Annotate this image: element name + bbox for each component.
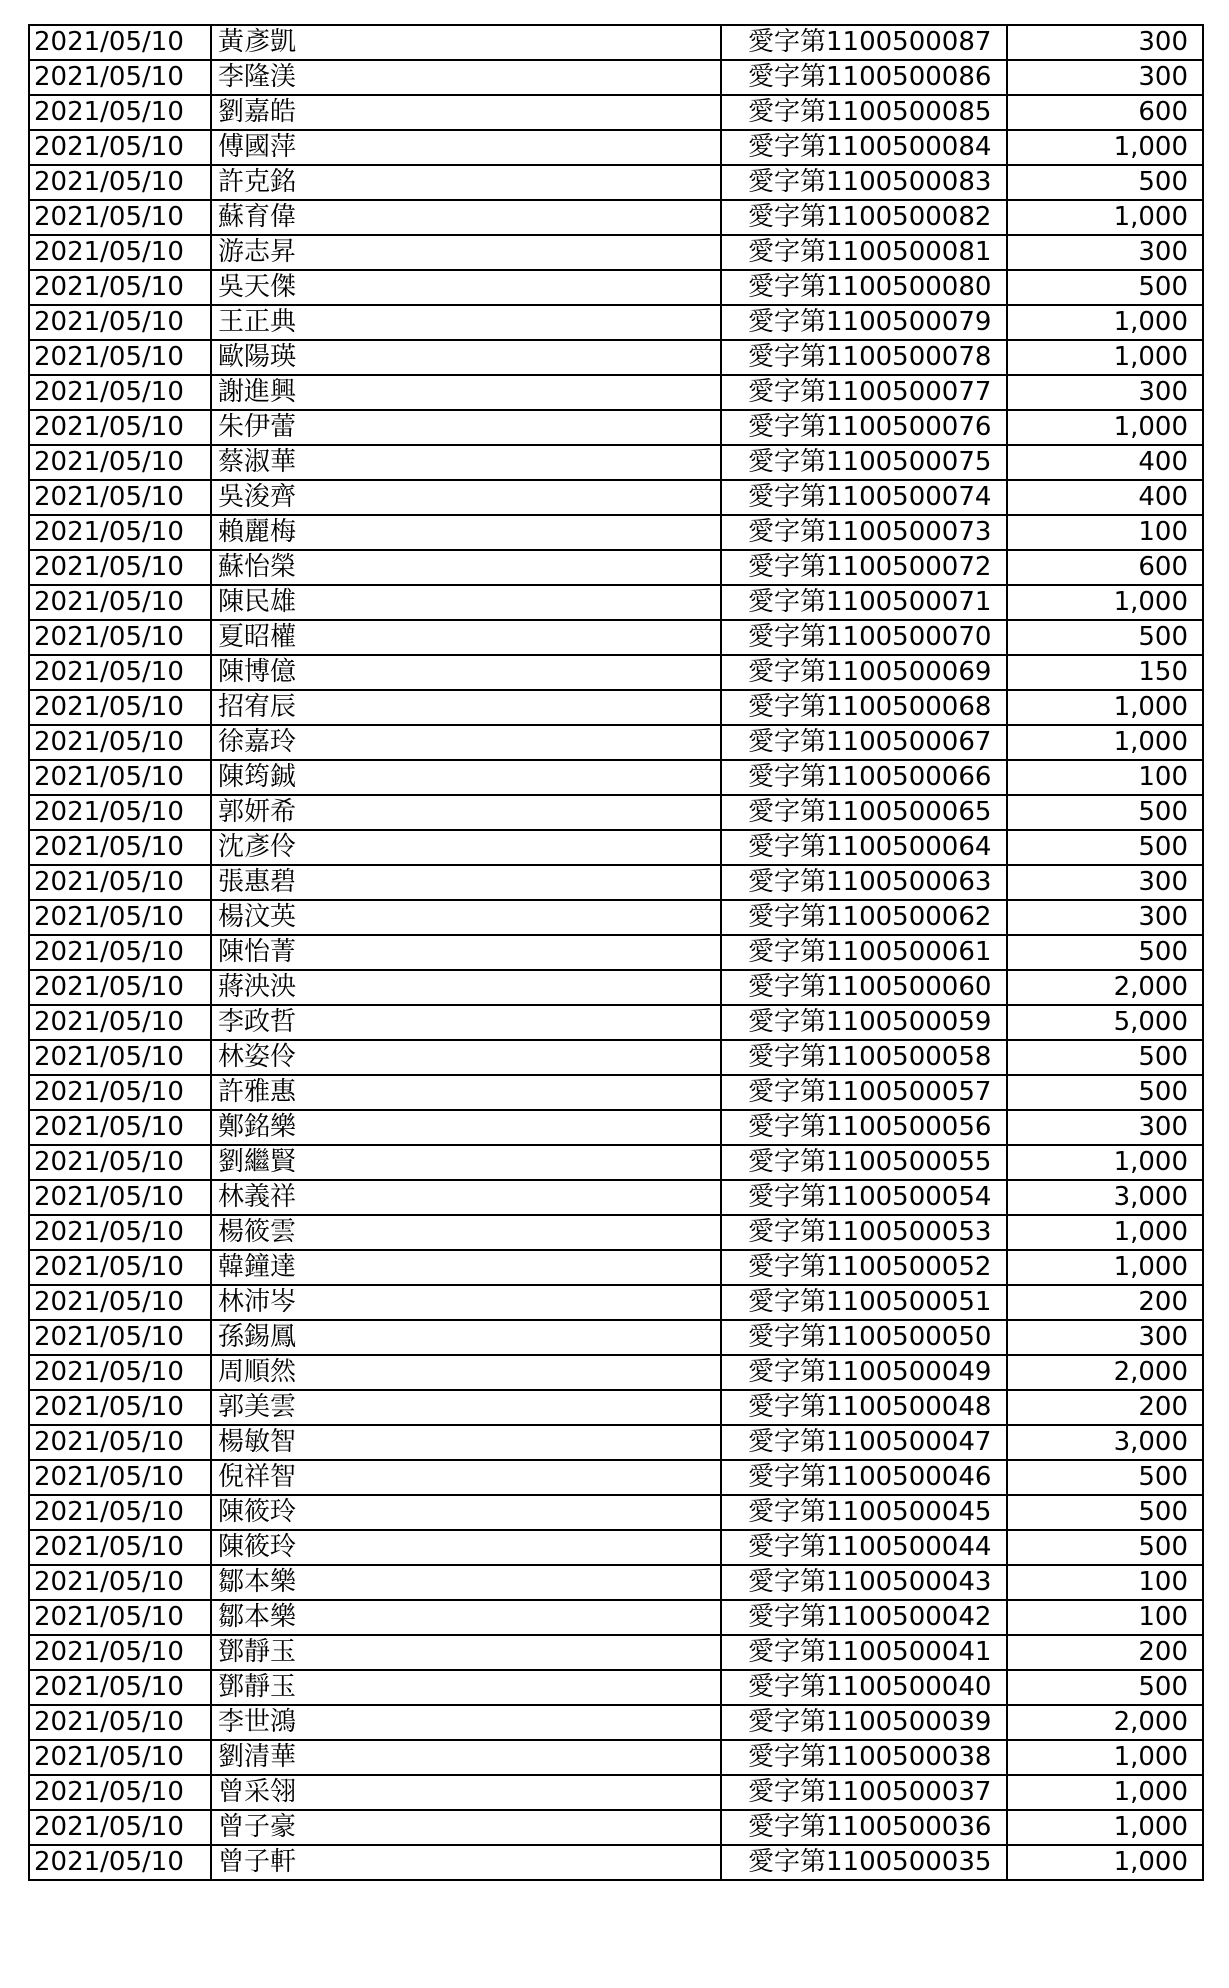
donation-date: 2021/05/10 — [29, 60, 211, 95]
receipt-number: 愛字第1100500063 — [721, 865, 1007, 900]
donation-amount: 1,000 — [1007, 1215, 1203, 1250]
donor-name: 林姿伶 — [211, 1040, 721, 1075]
receipt-number: 愛字第1100500035 — [721, 1845, 1007, 1880]
donation-date: 2021/05/10 — [29, 1005, 211, 1040]
donation-amount: 1,000 — [1007, 305, 1203, 340]
table-row — [29, 1005, 1203, 1040]
donor-name: 賴麗梅 — [211, 515, 721, 550]
donation-amount: 1,000 — [1007, 1845, 1203, 1880]
table-row — [29, 515, 1203, 550]
receipt-number: 愛字第1100500086 — [721, 60, 1007, 95]
donation-amount: 3,000 — [1007, 1180, 1203, 1215]
receipt-number: 愛字第1100500077 — [721, 375, 1007, 410]
receipt-number: 愛字第1100500050 — [721, 1320, 1007, 1355]
donor-name: 劉清華 — [211, 1740, 721, 1775]
receipt-number: 愛字第1100500074 — [721, 480, 1007, 515]
table-row — [29, 830, 1203, 865]
donation-amount: 2,000 — [1007, 1355, 1203, 1390]
donation-amount: 500 — [1007, 830, 1203, 865]
donor-name: 鄒本樂 — [211, 1565, 721, 1600]
table-row — [29, 1040, 1203, 1075]
donor-name: 曾子軒 — [211, 1845, 721, 1880]
table-row — [29, 305, 1203, 340]
table-row — [29, 760, 1203, 795]
donor-name: 曾子豪 — [211, 1810, 721, 1845]
ledger-body — [29, 25, 1203, 1880]
donation-amount: 1,000 — [1007, 1810, 1203, 1845]
donor-name: 黃彥凱 — [211, 25, 721, 60]
donation-date: 2021/05/10 — [29, 25, 211, 60]
table-row — [29, 550, 1203, 585]
donation-amount: 100 — [1007, 1600, 1203, 1635]
donation-amount: 1,000 — [1007, 1775, 1203, 1810]
table-row — [29, 1320, 1203, 1355]
donor-name: 李隆渼 — [211, 60, 721, 95]
table-row — [29, 1810, 1203, 1845]
donation-amount: 100 — [1007, 1565, 1203, 1600]
table-row — [29, 655, 1203, 690]
donation-amount: 500 — [1007, 270, 1203, 305]
table-row — [29, 235, 1203, 270]
table-row — [29, 1705, 1203, 1740]
table-row — [29, 130, 1203, 165]
donor-name: 陳民雄 — [211, 585, 721, 620]
donor-name: 楊汶英 — [211, 900, 721, 935]
donor-name: 歐陽瑛 — [211, 340, 721, 375]
receipt-number: 愛字第1100500078 — [721, 340, 1007, 375]
donor-name: 陳筱玲 — [211, 1530, 721, 1565]
donor-name: 蘇育偉 — [211, 200, 721, 235]
donor-name: 劉嘉皓 — [211, 95, 721, 130]
receipt-number: 愛字第1100500085 — [721, 95, 1007, 130]
receipt-number: 愛字第1100500053 — [721, 1215, 1007, 1250]
donor-name: 倪祥智 — [211, 1460, 721, 1495]
donation-amount: 1,000 — [1007, 200, 1203, 235]
donation-date: 2021/05/10 — [29, 1740, 211, 1775]
table-row — [29, 1145, 1203, 1180]
donor-name: 鄒本樂 — [211, 1600, 721, 1635]
donation-date: 2021/05/10 — [29, 1180, 211, 1215]
donation-amount: 300 — [1007, 865, 1203, 900]
donation-amount: 200 — [1007, 1635, 1203, 1670]
table-row — [29, 620, 1203, 655]
donation-date: 2021/05/10 — [29, 1285, 211, 1320]
donation-date: 2021/05/10 — [29, 830, 211, 865]
table-row — [29, 1425, 1203, 1460]
receipt-number: 愛字第1100500061 — [721, 935, 1007, 970]
table-row — [29, 1075, 1203, 1110]
donation-amount: 500 — [1007, 795, 1203, 830]
donor-name: 周順然 — [211, 1355, 721, 1390]
receipt-number: 愛字第1100500046 — [721, 1460, 1007, 1495]
donation-date: 2021/05/10 — [29, 1810, 211, 1845]
donation-date: 2021/05/10 — [29, 130, 211, 165]
donor-name: 徐嘉玲 — [211, 725, 721, 760]
table-row — [29, 690, 1203, 725]
donor-name: 陳筱玲 — [211, 1495, 721, 1530]
donation-amount: 300 — [1007, 235, 1203, 270]
donation-amount: 5,000 — [1007, 1005, 1203, 1040]
table-row — [29, 95, 1203, 130]
receipt-number: 愛字第1100500066 — [721, 760, 1007, 795]
donation-amount: 2,000 — [1007, 1705, 1203, 1740]
donor-name: 張惠碧 — [211, 865, 721, 900]
donation-amount: 1,000 — [1007, 725, 1203, 760]
donation-date: 2021/05/10 — [29, 690, 211, 725]
donor-name: 林義祥 — [211, 1180, 721, 1215]
table-row — [29, 865, 1203, 900]
table-row — [29, 1565, 1203, 1600]
donation-amount: 1,000 — [1007, 410, 1203, 445]
donor-name: 曾采翎 — [211, 1775, 721, 1810]
receipt-number: 愛字第1100500055 — [721, 1145, 1007, 1180]
receipt-number: 愛字第1100500065 — [721, 795, 1007, 830]
donation-date: 2021/05/10 — [29, 1670, 211, 1705]
receipt-number: 愛字第1100500058 — [721, 1040, 1007, 1075]
donor-name: 吳天傑 — [211, 270, 721, 305]
receipt-number: 愛字第1100500084 — [721, 130, 1007, 165]
donation-date: 2021/05/10 — [29, 340, 211, 375]
donation-date: 2021/05/10 — [29, 1845, 211, 1880]
donor-name: 孫錫鳳 — [211, 1320, 721, 1355]
donation-date: 2021/05/10 — [29, 1075, 211, 1110]
table-row — [29, 795, 1203, 830]
donation-amount: 1,000 — [1007, 585, 1203, 620]
donation-date: 2021/05/10 — [29, 1110, 211, 1145]
table-row — [29, 375, 1203, 410]
donation-date: 2021/05/10 — [29, 1530, 211, 1565]
receipt-number: 愛字第1100500036 — [721, 1810, 1007, 1845]
table-row — [29, 165, 1203, 200]
table-row — [29, 900, 1203, 935]
table-row — [29, 970, 1203, 1005]
donation-amount: 500 — [1007, 1040, 1203, 1075]
donation-date: 2021/05/10 — [29, 935, 211, 970]
table-row — [29, 1530, 1203, 1565]
donation-amount: 150 — [1007, 655, 1203, 690]
table-row — [29, 1110, 1203, 1145]
donation-amount: 300 — [1007, 1320, 1203, 1355]
donor-name: 沈彥伶 — [211, 830, 721, 865]
donor-name: 陳怡菁 — [211, 935, 721, 970]
donation-date: 2021/05/10 — [29, 620, 211, 655]
donation-amount: 100 — [1007, 515, 1203, 550]
table-row — [29, 1180, 1203, 1215]
donor-name: 吳浚齊 — [211, 480, 721, 515]
donor-name: 林沛岑 — [211, 1285, 721, 1320]
donor-name: 許克銘 — [211, 165, 721, 200]
receipt-number: 愛字第1100500047 — [721, 1425, 1007, 1460]
table-row — [29, 445, 1203, 480]
donation-date: 2021/05/10 — [29, 480, 211, 515]
donation-amount: 500 — [1007, 1075, 1203, 1110]
donor-name: 陳筠鋮 — [211, 760, 721, 795]
receipt-number: 愛字第1100500069 — [721, 655, 1007, 690]
receipt-number: 愛字第1100500056 — [721, 1110, 1007, 1145]
receipt-number: 愛字第1100500037 — [721, 1775, 1007, 1810]
receipt-number: 愛字第1100500048 — [721, 1390, 1007, 1425]
donation-amount: 300 — [1007, 375, 1203, 410]
donation-date: 2021/05/10 — [29, 1250, 211, 1285]
receipt-number: 愛字第1100500043 — [721, 1565, 1007, 1600]
table-row — [29, 1600, 1203, 1635]
donor-name: 鄭銘樂 — [211, 1110, 721, 1145]
donor-name: 傅國萍 — [211, 130, 721, 165]
donor-name: 蘇怡榮 — [211, 550, 721, 585]
donation-date: 2021/05/10 — [29, 515, 211, 550]
donation-date: 2021/05/10 — [29, 1320, 211, 1355]
donation-amount: 400 — [1007, 480, 1203, 515]
donation-date: 2021/05/10 — [29, 760, 211, 795]
table-row — [29, 585, 1203, 620]
donation-amount: 1,000 — [1007, 1145, 1203, 1180]
receipt-number: 愛字第1100500051 — [721, 1285, 1007, 1320]
table-row — [29, 1460, 1203, 1495]
receipt-number: 愛字第1100500070 — [721, 620, 1007, 655]
donor-name: 謝進興 — [211, 375, 721, 410]
donor-name: 楊敏智 — [211, 1425, 721, 1460]
donation-amount: 200 — [1007, 1285, 1203, 1320]
receipt-number: 愛字第1100500076 — [721, 410, 1007, 445]
donation-date: 2021/05/10 — [29, 1215, 211, 1250]
donation-date: 2021/05/10 — [29, 1600, 211, 1635]
donation-date: 2021/05/10 — [29, 1145, 211, 1180]
donation-date: 2021/05/10 — [29, 655, 211, 690]
receipt-number: 愛字第1100500041 — [721, 1635, 1007, 1670]
table-row — [29, 725, 1203, 760]
donor-name: 郭妍希 — [211, 795, 721, 830]
donation-amount: 1,000 — [1007, 690, 1203, 725]
receipt-number: 愛字第1100500054 — [721, 1180, 1007, 1215]
table-row — [29, 1740, 1203, 1775]
donation-amount: 500 — [1007, 1460, 1203, 1495]
donation-amount: 300 — [1007, 25, 1203, 60]
donor-name: 招宥辰 — [211, 690, 721, 725]
table-row — [29, 1355, 1203, 1390]
receipt-number: 愛字第1100500081 — [721, 235, 1007, 270]
receipt-number: 愛字第1100500040 — [721, 1670, 1007, 1705]
donor-name: 韓鐘達 — [211, 1250, 721, 1285]
table-row — [29, 1250, 1203, 1285]
donation-amount: 300 — [1007, 1110, 1203, 1145]
table-row — [29, 200, 1203, 235]
receipt-number: 愛字第1100500057 — [721, 1075, 1007, 1110]
table-row — [29, 60, 1203, 95]
receipt-number: 愛字第1100500067 — [721, 725, 1007, 760]
donation-amount: 1,000 — [1007, 130, 1203, 165]
donation-amount: 500 — [1007, 1530, 1203, 1565]
donor-name: 鄧靜玉 — [211, 1670, 721, 1705]
donation-amount: 500 — [1007, 1670, 1203, 1705]
table-row — [29, 1845, 1203, 1880]
donation-date: 2021/05/10 — [29, 235, 211, 270]
table-row — [29, 1635, 1203, 1670]
receipt-number: 愛字第1100500087 — [721, 25, 1007, 60]
donor-name: 許雅惠 — [211, 1075, 721, 1110]
receipt-number: 愛字第1100500060 — [721, 970, 1007, 1005]
receipt-number: 愛字第1100500052 — [721, 1250, 1007, 1285]
receipt-number: 愛字第1100500038 — [721, 1740, 1007, 1775]
donation-amount: 500 — [1007, 165, 1203, 200]
donation-amount: 100 — [1007, 760, 1203, 795]
donor-name: 游志昇 — [211, 235, 721, 270]
donor-name: 劉繼賢 — [211, 1145, 721, 1180]
donation-date: 2021/05/10 — [29, 165, 211, 200]
donation-date: 2021/05/10 — [29, 1355, 211, 1390]
donation-date: 2021/05/10 — [29, 970, 211, 1005]
donation-date: 2021/05/10 — [29, 305, 211, 340]
donor-name: 楊筱雲 — [211, 1215, 721, 1250]
donor-name: 蔡淑華 — [211, 445, 721, 480]
donation-date: 2021/05/10 — [29, 795, 211, 830]
receipt-number: 愛字第1100500044 — [721, 1530, 1007, 1565]
receipt-number: 愛字第1100500082 — [721, 200, 1007, 235]
table-row — [29, 410, 1203, 445]
table-row — [29, 1775, 1203, 1810]
donation-date: 2021/05/10 — [29, 1635, 211, 1670]
donation-amount: 300 — [1007, 60, 1203, 95]
donation-amount: 600 — [1007, 550, 1203, 585]
donation-date: 2021/05/10 — [29, 95, 211, 130]
donation-ledger-table — [28, 24, 1204, 1881]
donation-date: 2021/05/10 — [29, 1565, 211, 1600]
donation-amount: 3,000 — [1007, 1425, 1203, 1460]
receipt-number: 愛字第1100500083 — [721, 165, 1007, 200]
receipt-number: 愛字第1100500045 — [721, 1495, 1007, 1530]
donation-amount: 500 — [1007, 1495, 1203, 1530]
donation-amount: 300 — [1007, 900, 1203, 935]
table-row — [29, 340, 1203, 375]
donation-date: 2021/05/10 — [29, 410, 211, 445]
receipt-number: 愛字第1100500039 — [721, 1705, 1007, 1740]
donor-name: 蔣泱泱 — [211, 970, 721, 1005]
donation-amount: 1,000 — [1007, 1740, 1203, 1775]
donation-date: 2021/05/10 — [29, 270, 211, 305]
donation-date: 2021/05/10 — [29, 1040, 211, 1075]
table-row — [29, 1390, 1203, 1425]
table-row — [29, 1495, 1203, 1530]
receipt-number: 愛字第1100500059 — [721, 1005, 1007, 1040]
donation-date: 2021/05/10 — [29, 1495, 211, 1530]
receipt-number: 愛字第1100500068 — [721, 690, 1007, 725]
donor-name: 陳博億 — [211, 655, 721, 690]
donation-date: 2021/05/10 — [29, 1705, 211, 1740]
donor-name: 郭美雲 — [211, 1390, 721, 1425]
donation-date: 2021/05/10 — [29, 200, 211, 235]
donation-date: 2021/05/10 — [29, 1390, 211, 1425]
donation-date: 2021/05/10 — [29, 1775, 211, 1810]
donation-date: 2021/05/10 — [29, 375, 211, 410]
table-row — [29, 480, 1203, 515]
donation-date: 2021/05/10 — [29, 585, 211, 620]
table-row — [29, 935, 1203, 970]
receipt-number: 愛字第1100500079 — [721, 305, 1007, 340]
donor-name: 夏昭權 — [211, 620, 721, 655]
donation-amount: 500 — [1007, 935, 1203, 970]
donor-name: 李政哲 — [211, 1005, 721, 1040]
donation-amount: 1,000 — [1007, 340, 1203, 375]
receipt-number: 愛字第1100500080 — [721, 270, 1007, 305]
donation-amount: 600 — [1007, 95, 1203, 130]
donation-date: 2021/05/10 — [29, 550, 211, 585]
donor-name: 朱伊蕾 — [211, 410, 721, 445]
donation-date: 2021/05/10 — [29, 900, 211, 935]
table-row — [29, 1670, 1203, 1705]
receipt-number: 愛字第1100500064 — [721, 830, 1007, 865]
receipt-number: 愛字第1100500071 — [721, 585, 1007, 620]
donation-date: 2021/05/10 — [29, 1425, 211, 1460]
donation-date: 2021/05/10 — [29, 1460, 211, 1495]
donation-amount: 2,000 — [1007, 970, 1203, 1005]
receipt-number: 愛字第1100500075 — [721, 445, 1007, 480]
table-row — [29, 270, 1203, 305]
receipt-number: 愛字第1100500049 — [721, 1355, 1007, 1390]
donation-amount: 500 — [1007, 620, 1203, 655]
receipt-number: 愛字第1100500072 — [721, 550, 1007, 585]
donation-amount: 1,000 — [1007, 1250, 1203, 1285]
receipt-number: 愛字第1100500042 — [721, 1600, 1007, 1635]
table-row — [29, 1215, 1203, 1250]
donor-name: 李世鴻 — [211, 1705, 721, 1740]
donation-date: 2021/05/10 — [29, 725, 211, 760]
donation-date: 2021/05/10 — [29, 865, 211, 900]
table-row — [29, 25, 1203, 60]
donation-amount: 200 — [1007, 1390, 1203, 1425]
donor-name: 鄧靜玉 — [211, 1635, 721, 1670]
receipt-number: 愛字第1100500073 — [721, 515, 1007, 550]
donor-name: 王正典 — [211, 305, 721, 340]
donation-amount: 400 — [1007, 445, 1203, 480]
receipt-number: 愛字第1100500062 — [721, 900, 1007, 935]
table-row — [29, 1285, 1203, 1320]
donation-date: 2021/05/10 — [29, 445, 211, 480]
